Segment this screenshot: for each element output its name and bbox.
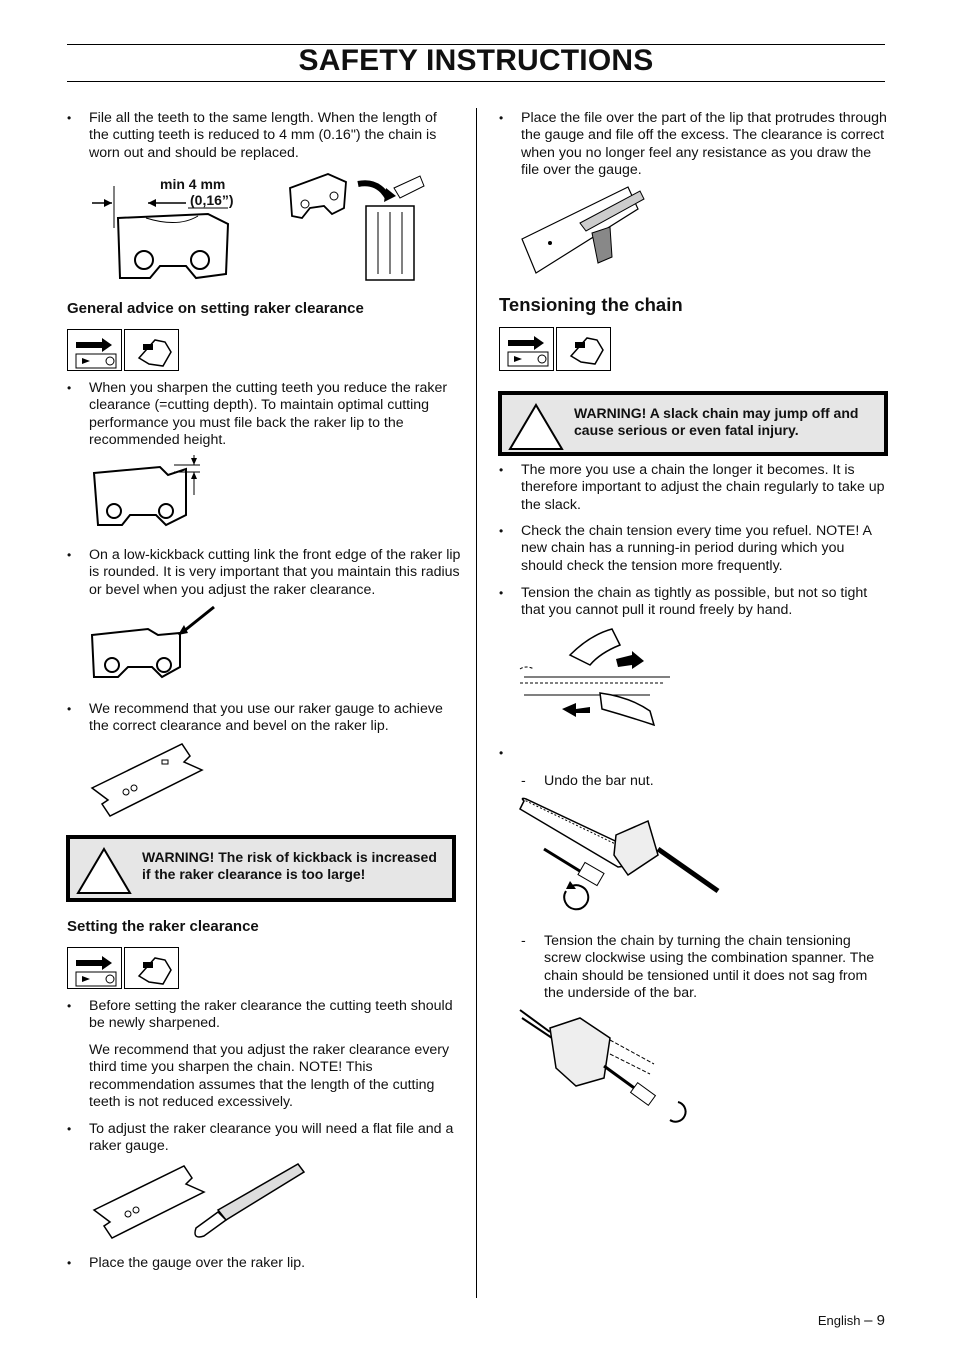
figure-raker-bevel <box>88 605 218 685</box>
raker-tooth-icon <box>124 947 179 989</box>
raker-tooth-icon <box>556 327 611 371</box>
figure-raker-height <box>90 455 210 535</box>
figure-hand-pull-chain <box>520 625 670 730</box>
figure-undo-bar-nut <box>518 795 723 920</box>
figure-gauge-and-file <box>92 1162 312 1244</box>
fig1-dimension-label: min 4 mm (0,16”) <box>160 176 234 208</box>
page-title: SAFETY INSTRUCTIONS <box>298 44 654 77</box>
warning-box-kickback: WARNING! The risk of kickback is increased if the raker clearance is too large! <box>66 835 456 902</box>
warning-triangle-icon <box>76 845 136 897</box>
file-direction-icon <box>499 327 554 371</box>
para-every-third-time: We recommend that you adjust the raker clearance every third time you sharpen the chain. NOTE! This recommendation assumes that the length of the cutting teeth is not reduced excessively. <box>89 1042 450 1111</box>
raker-tooth-icon <box>124 329 179 371</box>
figure-worn-tooth <box>88 168 428 286</box>
header-bottom-rule <box>67 81 885 82</box>
warning-triangle-icon <box>508 401 568 453</box>
heading-tensioning-chain: Tensioning the chain <box>499 294 683 315</box>
file-direction-icon <box>67 329 122 371</box>
heading-setting-raker: Setting the raker clearance <box>67 918 259 935</box>
footer-language: English <box>817 1313 861 1328</box>
file-direction-icon <box>67 947 122 989</box>
page-footer <box>818 1312 885 1329</box>
footer-page-number: – 9 <box>864 1312 885 1329</box>
figure-raker-gauge <box>90 742 220 822</box>
figure-filing-gauge <box>520 185 650 275</box>
heading-general-advice: General advice on setting raker clearance <box>67 300 364 317</box>
figure-tension-screw <box>520 1008 690 1128</box>
warning-box-slack-chain: WARNING! A slack chain may jump off and cause serious or even fatal injury. <box>498 391 888 456</box>
column-divider <box>476 108 477 1298</box>
